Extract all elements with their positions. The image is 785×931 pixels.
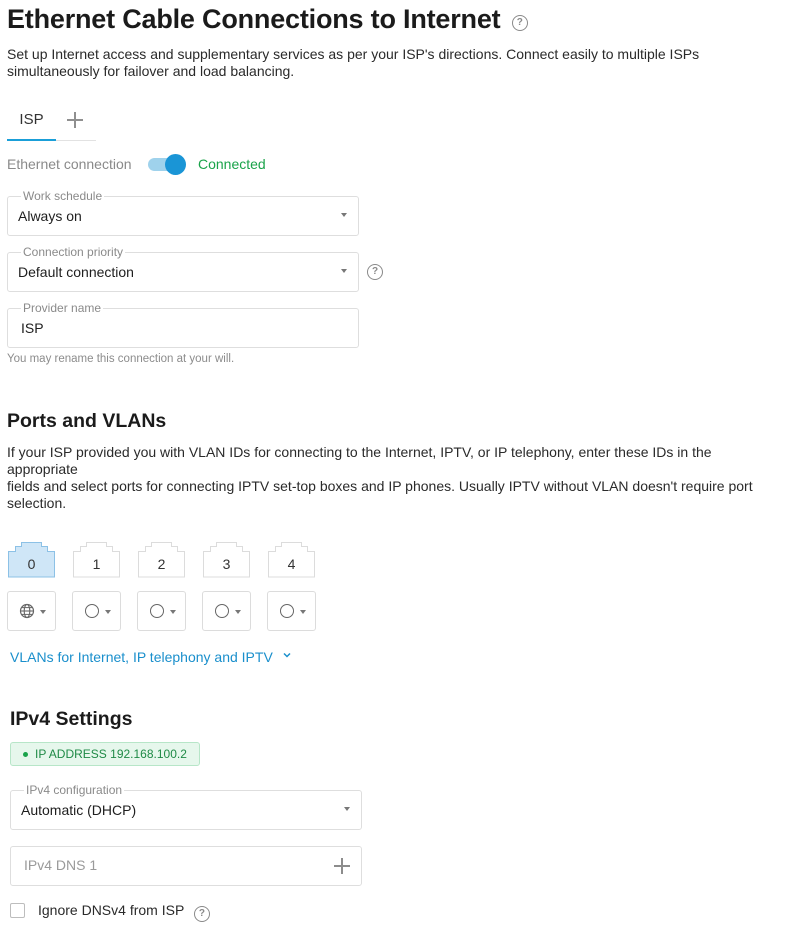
ipv4-configuration-label: IPv4 configuration: [26, 783, 123, 797]
question-circle-icon[interactable]: ?: [194, 906, 210, 922]
question-circle-icon[interactable]: ?: [367, 264, 383, 280]
port-3[interactable]: [202, 541, 251, 578]
ignore-dns-checkbox[interactable]: [10, 903, 25, 918]
page-description-line: Set up Internet access and supplementary services as per your ISP's directions. Connect easily to multiple ISPs: [7, 46, 700, 62]
circle-icon: [150, 604, 164, 618]
connection-status: Connected: [198, 156, 266, 172]
connection-priority-label: Connection priority: [23, 245, 124, 259]
caret-down-icon: [341, 213, 347, 217]
connection-tabs: [7, 104, 96, 141]
caret-down-icon: [300, 610, 306, 614]
ports-section-title: Ports and VLANs: [7, 410, 167, 432]
caret-down-icon: [341, 269, 347, 273]
port-3-mode-select[interactable]: [202, 591, 251, 631]
ethernet-connection-toggle[interactable]: [148, 154, 186, 174]
provider-name-input[interactable]: [7, 301, 359, 348]
tab-isp[interactable]: ISP: [7, 104, 56, 141]
port-0-mode-select[interactable]: [7, 591, 56, 631]
ipv4-configuration-value: Automatic (DHCP): [21, 802, 137, 818]
port-number: 1: [92, 556, 101, 572]
ports-section-description: [7, 444, 785, 512]
ip-address-text: IP ADDRESS 192.168.100.2: [35, 747, 187, 761]
work-schedule-label: Work schedule: [23, 189, 103, 203]
port-2-mode-select[interactable]: [137, 591, 186, 631]
ignore-dns-label: [38, 902, 210, 921]
connection-priority-select[interactable]: [7, 245, 359, 292]
caret-down-icon: [105, 610, 111, 614]
port-2[interactable]: [137, 541, 186, 578]
page-title: [7, 4, 528, 35]
ipv4-dns-1-placeholder: IPv4 DNS 1: [24, 857, 98, 873]
port-1[interactable]: [72, 541, 121, 578]
caret-down-icon: [170, 610, 176, 614]
ports-description-line: selection.: [7, 495, 67, 511]
port-number: 3: [222, 556, 231, 572]
port-1-mode-select[interactable]: [72, 591, 121, 631]
circle-icon: [280, 604, 294, 618]
ip-address-badge: [10, 742, 200, 766]
port-4-mode-select[interactable]: [267, 591, 316, 631]
provider-name-label: Provider name: [23, 301, 102, 315]
plus-icon[interactable]: [64, 109, 86, 131]
port-0[interactable]: [7, 541, 56, 578]
connection-priority-value: Default connection: [18, 264, 134, 280]
ignore-dns-text: Ignore DNSv4 from ISP: [38, 902, 185, 918]
page-description: [7, 46, 699, 80]
page-title-text: Ethernet Cable Connections to Internet: [7, 4, 501, 34]
ethernet-connection-label: Ethernet connection: [7, 156, 132, 172]
work-schedule-value: Always on: [18, 208, 82, 224]
provider-name-value: ISP: [21, 320, 44, 336]
toggle-knob: [165, 154, 186, 175]
port-number: 2: [157, 556, 166, 572]
plus-icon[interactable]: [334, 858, 350, 874]
caret-down-icon: [235, 610, 241, 614]
ports-description-line: If your ISP provided you with VLAN IDs for connecting to the Internet, IPTV, or IP telephony, enter these IDs in the appropriate: [7, 444, 712, 477]
ipv4-dns-1-input[interactable]: [10, 846, 362, 886]
work-schedule-select[interactable]: [7, 189, 359, 236]
port-number: 4: [287, 556, 296, 572]
caret-down-icon: [40, 610, 46, 614]
caret-down-icon: [344, 807, 350, 811]
globe-icon: [19, 603, 35, 619]
port-4[interactable]: [267, 541, 316, 578]
ports-description-line: fields and select ports for connecting IPTV set-top boxes and IP phones. Usually IPTV without VLAN doesn't require port: [7, 478, 753, 494]
status-dot-icon: [23, 752, 28, 757]
circle-icon: [215, 604, 229, 618]
chevron-down-icon[interactable]: [283, 651, 291, 659]
circle-icon: [85, 604, 99, 618]
port-number: 0: [27, 556, 36, 572]
provider-name-hint: You may rename this connection at your will.: [7, 353, 235, 365]
question-circle-icon[interactable]: ?: [512, 15, 528, 31]
vlans-expand-link[interactable]: VLANs for Internet, IP telephony and IPTV: [10, 649, 273, 665]
ipv4-configuration-select[interactable]: [10, 783, 362, 830]
ipv4-section-title: IPv4 Settings: [10, 708, 133, 730]
page-description-line: simultaneously for failover and load balancing.: [7, 63, 295, 79]
